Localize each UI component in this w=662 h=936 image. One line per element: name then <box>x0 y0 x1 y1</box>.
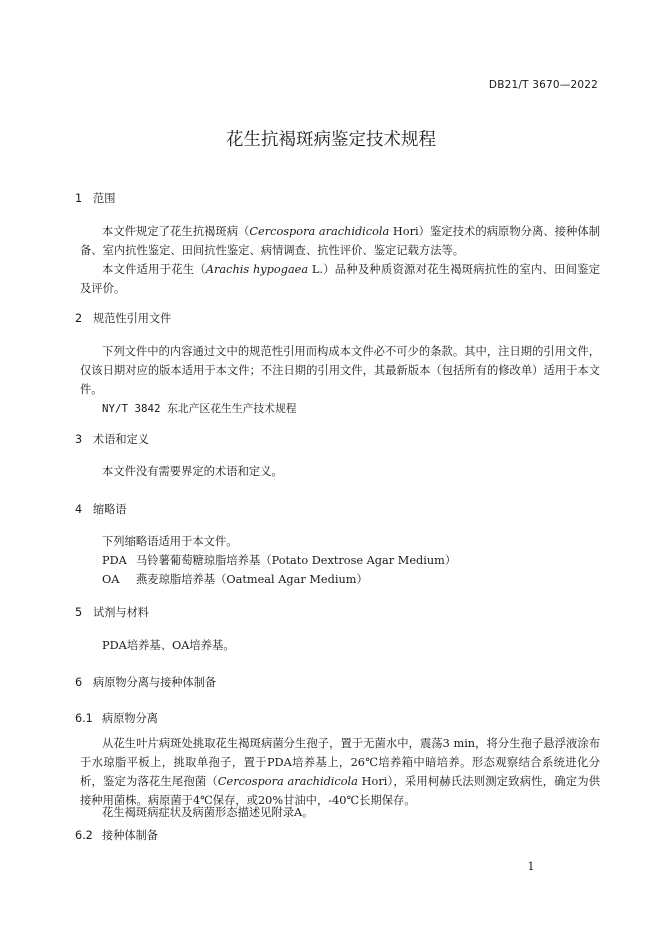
section-title: 范围 <box>93 192 116 205</box>
section-1-paragraph-1 <box>80 222 600 260</box>
section-2-paragraph-1: 下列文件中的内容通过文中的规范性引用而构成本文件必不可少的条款。其中，注日期的引用文件，仅该日期对应的版本适用于本文件；不注日期的引用文件，其最新版本（包括所有的修改单）适用于本文件。 <box>80 345 600 396</box>
section-title: 术语和定义 <box>93 433 149 446</box>
section-number: 5 <box>75 606 83 619</box>
standard-code: DB21/T 3670—2022 <box>488 79 598 91</box>
text-run: Hori），采用柯赫氏法则测定致病性，确定为供接种用菌株。病原菌于4℃保存，或20%甘油中，-40℃长期保存。 <box>80 775 600 807</box>
abbreviation-description: 马铃薯葡萄糖琼脂培养基（Potato Dextrose Agar Medium） <box>136 554 457 567</box>
page-number: 1 <box>527 860 535 873</box>
abbreviation-row <box>102 570 368 589</box>
abbreviation-description: 燕麦琼脂培养基（Oatmeal Agar Medium） <box>136 573 368 586</box>
section-6-heading <box>75 674 216 690</box>
italic-text: Cercospora arachidicola <box>249 225 390 238</box>
section-title: 接种体制备 <box>102 829 158 842</box>
section-3-paragraph-1: 本文件没有需要界定的术语和定义。 <box>102 465 283 478</box>
section-1-paragraph-2 <box>80 260 600 298</box>
section-number: 1 <box>75 192 83 205</box>
section-6-1-heading <box>75 710 158 726</box>
abbreviation: OA <box>102 573 120 586</box>
section-6-1-paragraph-2: 花生褐斑病症状及病菌形态描述见附录A。 <box>102 806 314 819</box>
section-number: 3 <box>75 433 83 446</box>
section-number: 6.2 <box>75 829 93 842</box>
section-number: 6 <box>75 676 83 689</box>
section-1-heading <box>75 190 115 206</box>
section-6-1-paragraph-1 <box>80 734 600 810</box>
section-title: 病原物分离与接种体制备 <box>93 676 217 689</box>
section-title: 规范性引用文件 <box>93 312 172 325</box>
document-title: 花生抗褐斑病鉴定技术规程 <box>226 130 436 150</box>
section-5-paragraph-1: PDA培养基、OA培养基。 <box>102 639 235 652</box>
section-title: 缩略语 <box>93 503 127 516</box>
section-4-heading <box>75 501 127 517</box>
section-title: 病原物分离 <box>102 712 158 725</box>
section-title: 试剂与材料 <box>93 606 149 619</box>
italic-text: Cercospora arachidicola <box>217 775 358 788</box>
text-run: L.）品种及种质资源对花生褐斑病抗性的室内、田间鉴定及评价。 <box>80 263 600 295</box>
section-3-heading <box>75 431 149 447</box>
section-2-heading <box>75 310 171 326</box>
text-run: Hori）鉴定技术的病原物分离、接种体制备、室内抗性鉴定、田间抗性鉴定、病情调查、抗性评价、鉴定记载方法等。 <box>80 225 600 257</box>
text-run: 本文件规定了花生抗褐斑病（ <box>102 225 250 238</box>
section-number: 4 <box>75 503 83 516</box>
section-number: 6.1 <box>75 712 93 725</box>
section-number: 2 <box>75 312 83 325</box>
abbreviation: PDA <box>102 554 127 567</box>
section-5-heading <box>75 604 149 620</box>
text-run: 本文件适用于花生（ <box>102 263 206 276</box>
normative-reference: NY/T 3842 东北产区花生生产技术规程 <box>102 402 297 415</box>
italic-text: Arachis hypogaea <box>205 263 309 276</box>
abbreviation-row <box>102 551 456 570</box>
text-run: 从花生叶片病斑处挑取花生褐斑病菌分生孢子，置于无菌水中，震荡3 min，将分生孢子悬浮液涂布于水琼脂平板上，挑取单孢子，置于PDA培养基上，26℃培养箱中暗培养。形态观察结合系统进化分析，鉴定为落花生尾孢菌（ <box>80 737 600 788</box>
section-6-2-heading <box>75 827 158 843</box>
section-4-paragraph-1: 下列缩略语适用于本文件。 <box>102 535 238 548</box>
